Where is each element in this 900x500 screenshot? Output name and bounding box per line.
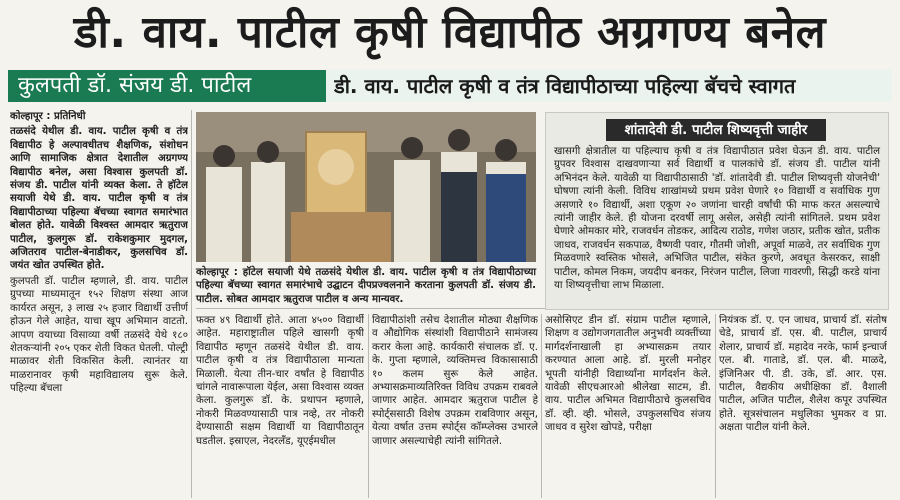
scholarship-title: शांतादेवी डी. पाटील शिष्यवृत्ती जाहीर [606,119,826,141]
column-divider [191,110,192,498]
event-subheadline: डी. वाय. पाटील कृषी व तंत्र विद्यापीठाच्या पहिल्या बॅचचे स्वागत [334,74,796,98]
scholarship-box [545,112,889,310]
article-column-1 [10,110,188,498]
article-column-4: असोसिएट डीन डॉ. संग्राम पाटील म्हणाले, शिक्षण व उद्योगजगतातील अनुभवी व्यक्तींच्या मार्गदर्शनाखाली हा अभ्यासक्रम तयार करण्यात आला आहे. डॉ. मुरली मनोहर भूपती यांनीही विद्यार्थ्यांना मार्गदर्शन केले. यावेळी सीएचआरओ श्रीलेखा साटम, डी. वाय. पाटील अभिमत विद्यापीठाचे कुलसचिव डॉ. व्ही. व्ही. भोसले, उपकुलसचिव संजय जाधव व सुरेश खोपडे, परीक्षा [545,315,711,434]
column-divider [368,314,369,498]
event-photo-illustration [196,112,536,262]
dateline: कोल्हापूर : प्रतिनिधी [10,111,86,122]
event-photo [196,112,536,262]
sub-headline-band [8,70,892,102]
article-column-3: विद्यापीठांशी तसेच देशातील मोठ्या शैक्षणिक व औद्योगिक संस्थांशी विद्यापीठाने सामंजस्य करार केला आहे. कार्यकारी संचालक डॉ. ए. के. गुप्ता म्हणाले, व्यक्तिमत्त्व विकासासाठी १० कलम सुरू केले आहेत. अभ्यासक्रमाव्यतिरिक्त विविध उपक्रम राबवले जाणार आहेत. आमदार ऋतुराज पाटील हे स्पोर्ट्ससाठी विशेष उपक्रम राबविणार असून, येत्या वर्षात उत्तम स्पोर्ट्स कॉम्प्लेक्स उभारले जाणार असल्याचेही त्यांनी सांगितले. [372,315,538,447]
column-divider [715,314,716,498]
article-paragraph: तळसंदे येथील डी. वाय. पाटील कृषी व तंत्र विद्यापीठ हे अल्पावधीतच शैक्षणिक, संशोधन आणि सामाजिक क्षेत्रात देशातील अग्रगण्य विद्यापीठ बनेल, असा विश्वास कुलपती डॉ. संजय डी. पाटील यांनी व्यक्त केला. ते हॉटेल सयाजी येथे डी. वाय. पाटील कृषी व तंत्र विद्यापीठाच्या पहिल्या बॅचच्या स्वागत समारंभात बोलत होते. यावेळी विश्वस्त आमदार ऋतुराज पाटील, कुलगुरू डॉ. राकेशकुमार मुदगल, अजितराव पाटील-बेनाडीकर, कुलसचिव डॉ. जयंत खोत उपस्थित होते. [10,126,188,272]
column-divider [541,314,542,498]
article-column-2: फक्त ४९ विद्यार्थी होते. आता ४५०० विद्यार्थी आहेत. महाराष्ट्रातील पहिले खासगी कृषी विद्यापीठ म्हणून तळसंदे येथील डी. वाय. पाटील कृषी व तंत्र विद्यापीठाला मान्यता मिळाली. येत्या तीन-चार वर्षांत हे विद्यापीठ चांगले नावारूपाला येईल, असा विश्वास व्यक्त केला. कुलगुरू डॉ. के. प्रथापन म्हणाले, नोकरी मिळवण्यासाठी पात्र नव्हे, तर नोकरी देण्यासाठी सक्षम विद्यार्थी या विद्यापीठातून घडतील. इस्राएल, नेदरलँड, यूएईमधील [196,315,364,447]
chancellor-label: कुलपती डॉ. संजय डी. पाटील [8,70,326,102]
page-headline: डी. वाय. पाटील कृषी विद्यापीठ अग्रगण्य बनेल [74,7,826,58]
article-paragraph: कुलपती डॉ. पाटील म्हणाले, डी. वाय. पाटील ग्रुपच्या माध्यमातून १५२ शिक्षण संस्था आज कार्यरत असून, ३ लाख २५ हजार विद्यार्थी उत्तीर्ण होऊन गेले आहेत, याचा खूप अभिमान वाटतो. आपण वयाच्या विसाव्या वर्षी तळसंदे येथे १८० शेतकऱ्यांनी २०५ एकर शेती विकत घेतली. पोल्ट्री माळावर शेती विकसित केली. त्यानंतर या माळरानावर कृषी महाविद्यालय सुरू केले. पहिल्या बॅचला [10,275,188,395]
photo-caption: कोल्हापूर : हॉटेल सयाजी येथे तळसंदे येथील डी. वाय. पाटील कृषी व तंत्र विद्यापीठाच्या पहिल्या बॅचच्या स्वागत समारंभाचे उद्घाटन दीपप्रज्वलनाने करताना कुलपती डॉ. संजय डी. पाटील. सोबत आमदार ऋतुराज पाटील व अन्य मान्यवर. [196,267,536,305]
article-column-5: नियंत्रक डॉ. ए. एन जाधव, प्राचार्य डॉ. संतोष चेडे, प्राचार्य डॉ. एस. बी. पाटील, प्राचार्य शेलार, प्राचार्य डॉ. महादेव नरके, फार्म इन्चार्ज एल. बी. गाताडे, डॉ. एल. बी. माळदे, इंजिनिअर पी. डी. उके, डॉ. आर. एस. पाटील, वैद्यकीय अधीक्षिका डॉ. वैशाली पाटील, अजित पाटील, शैलेश कपूर उपस्थित होते. सूत्रसंचालन मधुलिका भुमकर व प्रा. अक्षता पाटील यांनी केले. [719,315,887,434]
scholarship-text: खासगी क्षेत्रातील या पहिल्याच कृषी व तंत्र विद्यापीठात प्रवेश घेऊन डी. वाय. पाटील ग्रुपवर विश्वास दाखवणाऱ्या सर्व विद्यार्थी व पालकांचे डॉ. संजय डी. पाटील यांनी अभिनंदन केले. यावेळी या विद्यापीठासाठी 'डॉ. शांतादेवी डी. पाटील शिष्यवृत्ती योजनेची' घोषणा त्यांनी केली. विविध शाखांमध्ये प्रथम प्रवेश घेणारे १० विद्यार्थी व सर्वाधिक गुण असणारे १० विद्यार्थी, अशा एकूण २० जणांना चारही वर्षांची फी माफ करत असल्याचे त्यांनी जाहीर केले. ही योजना दरवर्षी लागू असेल, असेही त्यांनी सांगितले. प्रथम प्रवेश घेणारे ओमकार मोरे, राजवर्धन तोडकर, आदित्य राठोड, गणेश जठार, प्रतीक खोत, प्रतीक जाधव, राजवर्धन सकपाळ, वैष्णवी पवार, गौतमी जोशी, अपूर्वा माळवे, तर सर्वाधिक गुण मिळवणारे स्वस्तिक भोसले, अभिजित पाटील, संकेत कुरणे, अवधूत केसरकर, साक्षी पाटील, कोमल निकम, जयदीप बनकर, निरंजन पाटील, लिजा गावरणी, सिद्धी करडे यांना या शिष्यवृत्तीचा लाभ मिळाला. [554,146,880,292]
